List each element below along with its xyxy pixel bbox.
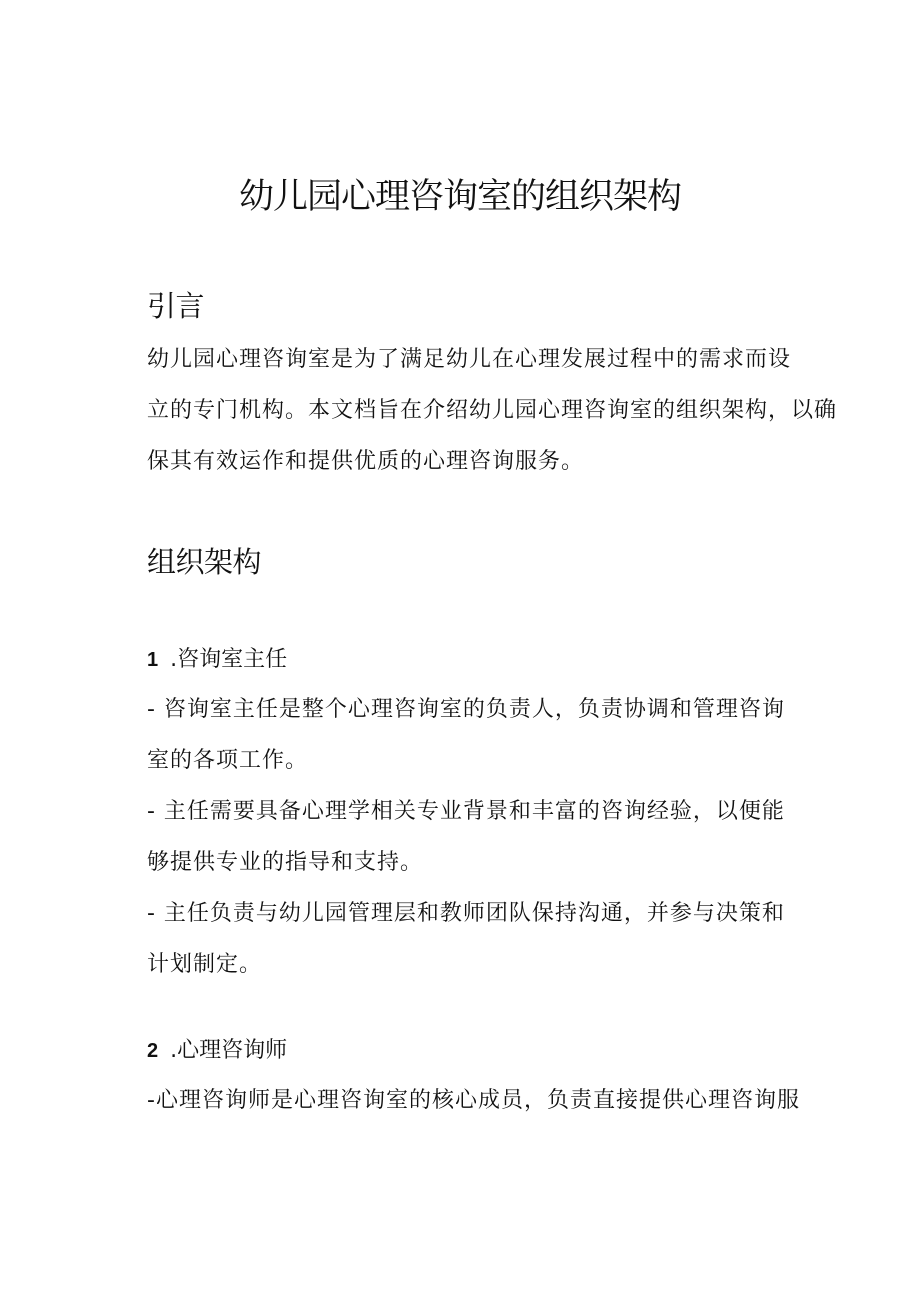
section-title: .咨询室主任 [170,647,288,672]
structure-heading: 组织架构 [147,545,262,579]
intro-line: 保其有效运作和提供优质的心理咨询服务。 [147,449,585,474]
bullet-line: 计划制定。 [147,952,263,977]
section-heading [147,644,287,676]
section-number: 2 [147,1040,159,1062]
section-title: .心理咨询师 [170,1038,288,1063]
section-number: 1 [147,649,159,671]
bullet-line: - 主任负责与幼儿园管理层和教师团队保持沟通，并参与决策和 [147,901,785,926]
document-title: 幼儿园心理咨询室的组织架构 [238,177,681,217]
intro-heading: 引言 [147,289,205,323]
section-heading [147,1035,287,1067]
bullet-line: - 咨询室主任是整个心理咨询室的负责人，负责协调和管理咨询 [147,697,785,722]
bullet-line: - 主任需要具备心理学相关专业背景和丰富的咨询经验，以便能 [147,799,785,824]
section-1-body [147,684,807,990]
bullet-line: 够提供专业的指导和支持。 [147,850,424,875]
bullet-line: -心理咨询师是心理咨询室的核心成员，负责直接提供心理咨询服 [147,1088,800,1113]
intro-paragraph [147,334,838,487]
intro-line: 立的专门机构。本文档旨在介绍幼儿园心理咨询室的组织架构，以确 [147,398,838,423]
intro-line: 幼儿园心理咨询室是为了满足幼儿在心理发展过程中的需求而设 [147,347,792,372]
bullet-line: 室的各项工作。 [147,748,309,773]
section-2-body [147,1075,807,1126]
